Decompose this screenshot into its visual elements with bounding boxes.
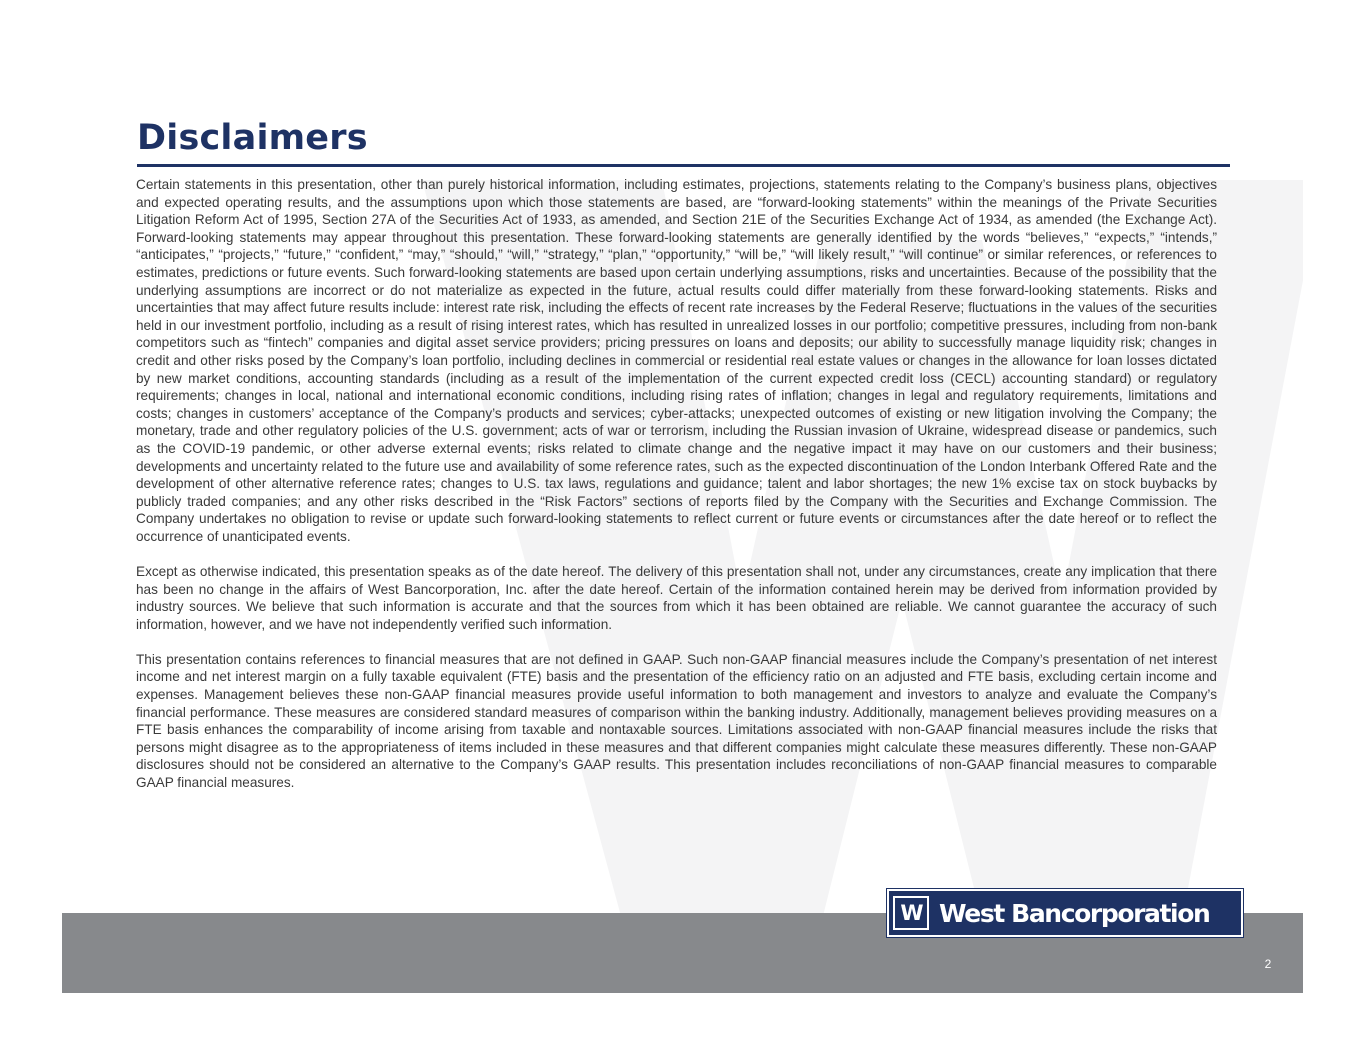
logo-w-icon: W [893, 896, 929, 930]
forward-looking-statements-paragraph: Certain statements in this presentation, other than purely historical information, including estimates, projections, statements relating to the Company’s business plans, objectives and expected operating results, and the assumptions upon which those statements are based, are “forward-looking statements” within the meanings of the Private Securities Litigation Reform Act of 1995, Section 27A of the Securities Act of 1933, as amended, and Section 21E of the Securities Exchange Act of 1934, as amended (the Exchange Act). Forward-looking statements may appear throughout this presentation. These forward-looking statements are generally identified by the words “believes,” “expects,” “intends,” “anticipates,” “projects,” “future,” “confident,” “may,” “should,” “will,” “strategy,” “plan,” “opportunity,” “will be,” “will likely result,” “will continue” or similar references, or references to estimates, predictions or future events. Such forward-looking statements are based upon certain underlying assumptions, risks and uncertainties. Because of the possibility that the underlying assumptions are incorrect or do not materialize as expected in the future, actual results could differ materially from these forward-looking statements. Risks and uncertainties that may affect future results include: interest rate risk, including the effects of recent rate increases by the Federal Reserve; fluctuations in the values of the securities held in our investment portfolio, including as a result of rising interest rates, which has resulted in unrealized losses in our portfolio; competitive pressures, including from non-bank competitors such as “fintech” companies and digital asset service providers; pricing pressures on loans and deposits; our ability to successfully manage liquidity risk; changes in credit and other risks posed by the Company’s loan portfolio, including declines in commercial or residential real estate values or changes in the allowance for loan losses dictated by new market conditions, accounting standards (including as a result of the implementation of the current expected credit loss (CECL) accounting standard) or regulatory requirements; changes in local, national and international economic conditions, including rising rates of inflation; changes in legal and regulatory requirements, limitations and costs; changes in customers’ acceptance of the Company’s products and services; cyber-attacks; unexpected outcomes of existing or new litigation involving the Company; the monetary, trade and other regulatory policies of the U.S. government; acts of war or terrorism, including the Russian invasion of Ukraine, widespread disease or pandemics, such as the COVID-19 pandemic, or other adverse external events; risks related to climate change and the negative impact it may have on our customers and their business; developments and uncertainty related to the future use and availability of some reference rates, such as the expected discontinuation of the London Interbank Offered Rate and the development of other alternative reference rates; changes to U.S. tax laws, regulations and guidance; talent and labor shortages; the new 1% excise tax on stock buybacks by publicly traded companies; and any other risks described in the “Risk Factors” sections of reports filed by the Company with the Securities and Exchange Commission. The Company undertakes no obligation to revise or update such forward-looking statements to reflect current or future events or circumstances after the date hereof or to reflect the occurrence of unanticipated events. [136, 177, 1217, 544]
disclaimer-body [136, 176, 1217, 809]
non-gaap-measures-paragraph: This presentation contains references to financial measures that are not defined in GAAP. Such non-GAAP financial measures include the Company’s presentation of net interest income and net interest margin on a fully taxable equivalent (FTE) basis and the presentation of the efficiency ratio on an adjusted and FTE basis, excluding certain income and expenses. Management believes these non-GAAP financial measures provide useful information to both management and investors to analyze and evaluate the Company’s financial performance. These measures are considered standard measures of comparison within the banking industry. Additionally, management believes providing measures on a FTE basis enhances the comparability of income arising from taxable and nontaxable sources. Limitations associated with non-GAAP financial measures include the risks that persons might disagree as to the appropriateness of items included in these measures and that different companies might calculate these measures differently. These non-GAAP disclosures should not be considered an alternative to the Company’s GAAP results. This presentation includes reconciliations of non-GAAP financial measures to comparable GAAP financial measures. [136, 651, 1217, 790]
page-title: Disclaimers [137, 118, 368, 158]
slide [62, 0, 1303, 993]
page-number: 2 [1264, 957, 1272, 971]
logo-wordmark: West Bancorporation [939, 898, 1210, 928]
title-divider [137, 164, 1230, 167]
west-bancorporation-logo [887, 889, 1243, 937]
date-of-presentation-paragraph: Except as otherwise indicated, this presentation speaks as of the date hereof. The delivery of this presentation shall not, under any circumstances, create any implication that there has been no change in the affairs of West Bancorporation, Inc. after the date hereof. Certain of the information contained herein may be derived from information provided by industry sources. We believe that such information is accurate and that the sources from which it has been obtained are reliable. We cannot guarantee the accuracy of such information, however, and we have not independently verified such information. [136, 563, 1217, 632]
